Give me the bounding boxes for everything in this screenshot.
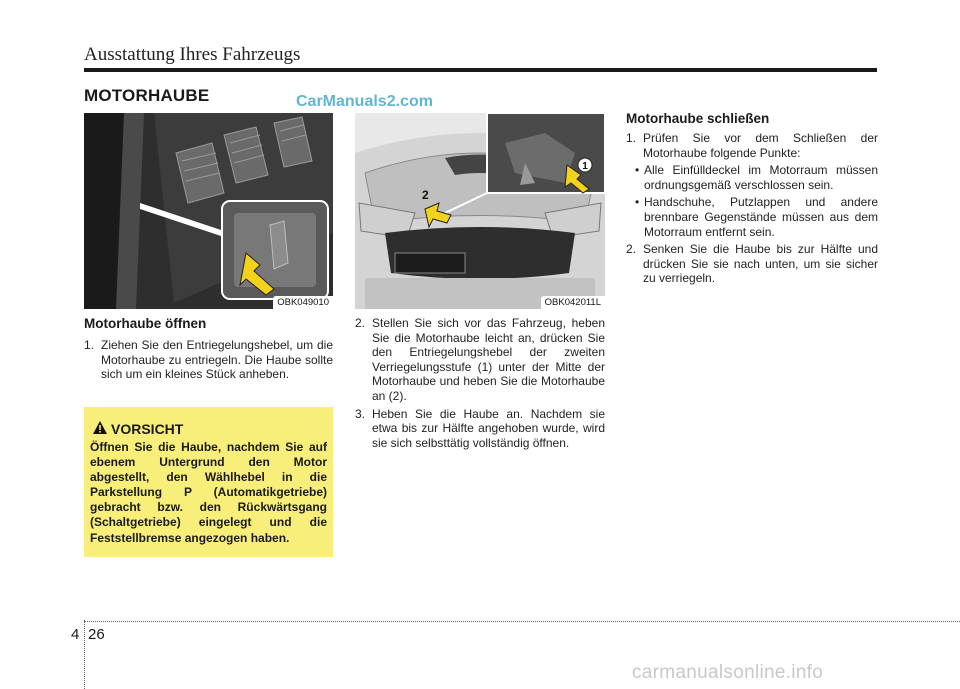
heading-close-hood: Motorhaube schließen [626, 111, 770, 126]
close-steps [626, 131, 878, 289]
caution-title: VORSICHT [111, 421, 184, 437]
step-item: 3. Heben Sie die Haube an. Nachdem sie etwa bis zur Hälfte angehoben wurde, wird sie sich selbsttätig vollständig öffnen. [355, 406, 605, 450]
caution-text: Öffnen Sie die Haube, nachdem Sie auf ebenem Untergrund den Motor abgestellt, den Wählhebel in die Parkstellung P (Automatikgetriebe) gebracht bzw. den Rückwärtsgang (Schaltgetriebe) eingelegt und die Feststellbremse angezogen haben. [90, 440, 327, 545]
watermark-top: CarManuals2.com [296, 93, 433, 110]
figure-hood-latch [355, 113, 605, 309]
open-steps-right [355, 316, 605, 453]
warning-triangle-icon [92, 420, 108, 435]
check-item: • Alle Einfülldeckel im Motorraum müssen ordnungsgemäß verschlossen sein. [635, 163, 878, 192]
step-item: 2. Senken Sie die Haube bis zur Hälfte und drücken Sie sie nach unten, um sie sicher zu verriegeln. [626, 242, 878, 286]
footer-divider [84, 620, 85, 689]
page-number: 26 [88, 626, 105, 643]
running-header: Ausstattung Ihres Fahrzeugs [84, 44, 301, 65]
step-item: 2. Stellen Sie sich vor das Fahrzeug, heben Sie die Motorhaube leicht an, drücken Sie den Entriegelungshebel der zweiten Verriegelungsstufe (1) unter der Mitte der Motorhaube und heben Sie die Motorhaube an (2). [355, 316, 605, 403]
release-lever-illustration [84, 113, 333, 309]
callout-1: 1 [582, 161, 588, 172]
figure-release-lever [84, 113, 333, 309]
caution-box [84, 407, 333, 557]
watermark-bottom: carmanualsonline.info [632, 662, 824, 683]
figure-code: OBK042011L [541, 296, 605, 309]
step-item: 1. Ziehen Sie den Entriegelungshebel, um die Motorhaube zu entriegeln. Die Haube sollte sich um ein kleines Stück anheben. [84, 338, 333, 382]
car-front-illustration [355, 113, 605, 309]
chapter-number: 4 [71, 626, 80, 643]
heading-open-hood: Motorhaube öffnen [84, 316, 207, 331]
step-item: 1. Prüfen Sie vor dem Schließen der Motorhaube folgende Punkte: [626, 131, 878, 160]
section-title: MOTORHAUBE [84, 86, 210, 105]
check-item: • Handschuhe, Putzlappen und andere brennbare Gegenstände müssen aus dem Motorraum entfernt sein. [635, 195, 878, 239]
callout-2: 2 [422, 188, 429, 202]
figure-code: OBK049010 [273, 296, 333, 309]
open-steps-left [84, 338, 333, 385]
footer-rule [84, 621, 960, 622]
header-rule [84, 68, 877, 72]
